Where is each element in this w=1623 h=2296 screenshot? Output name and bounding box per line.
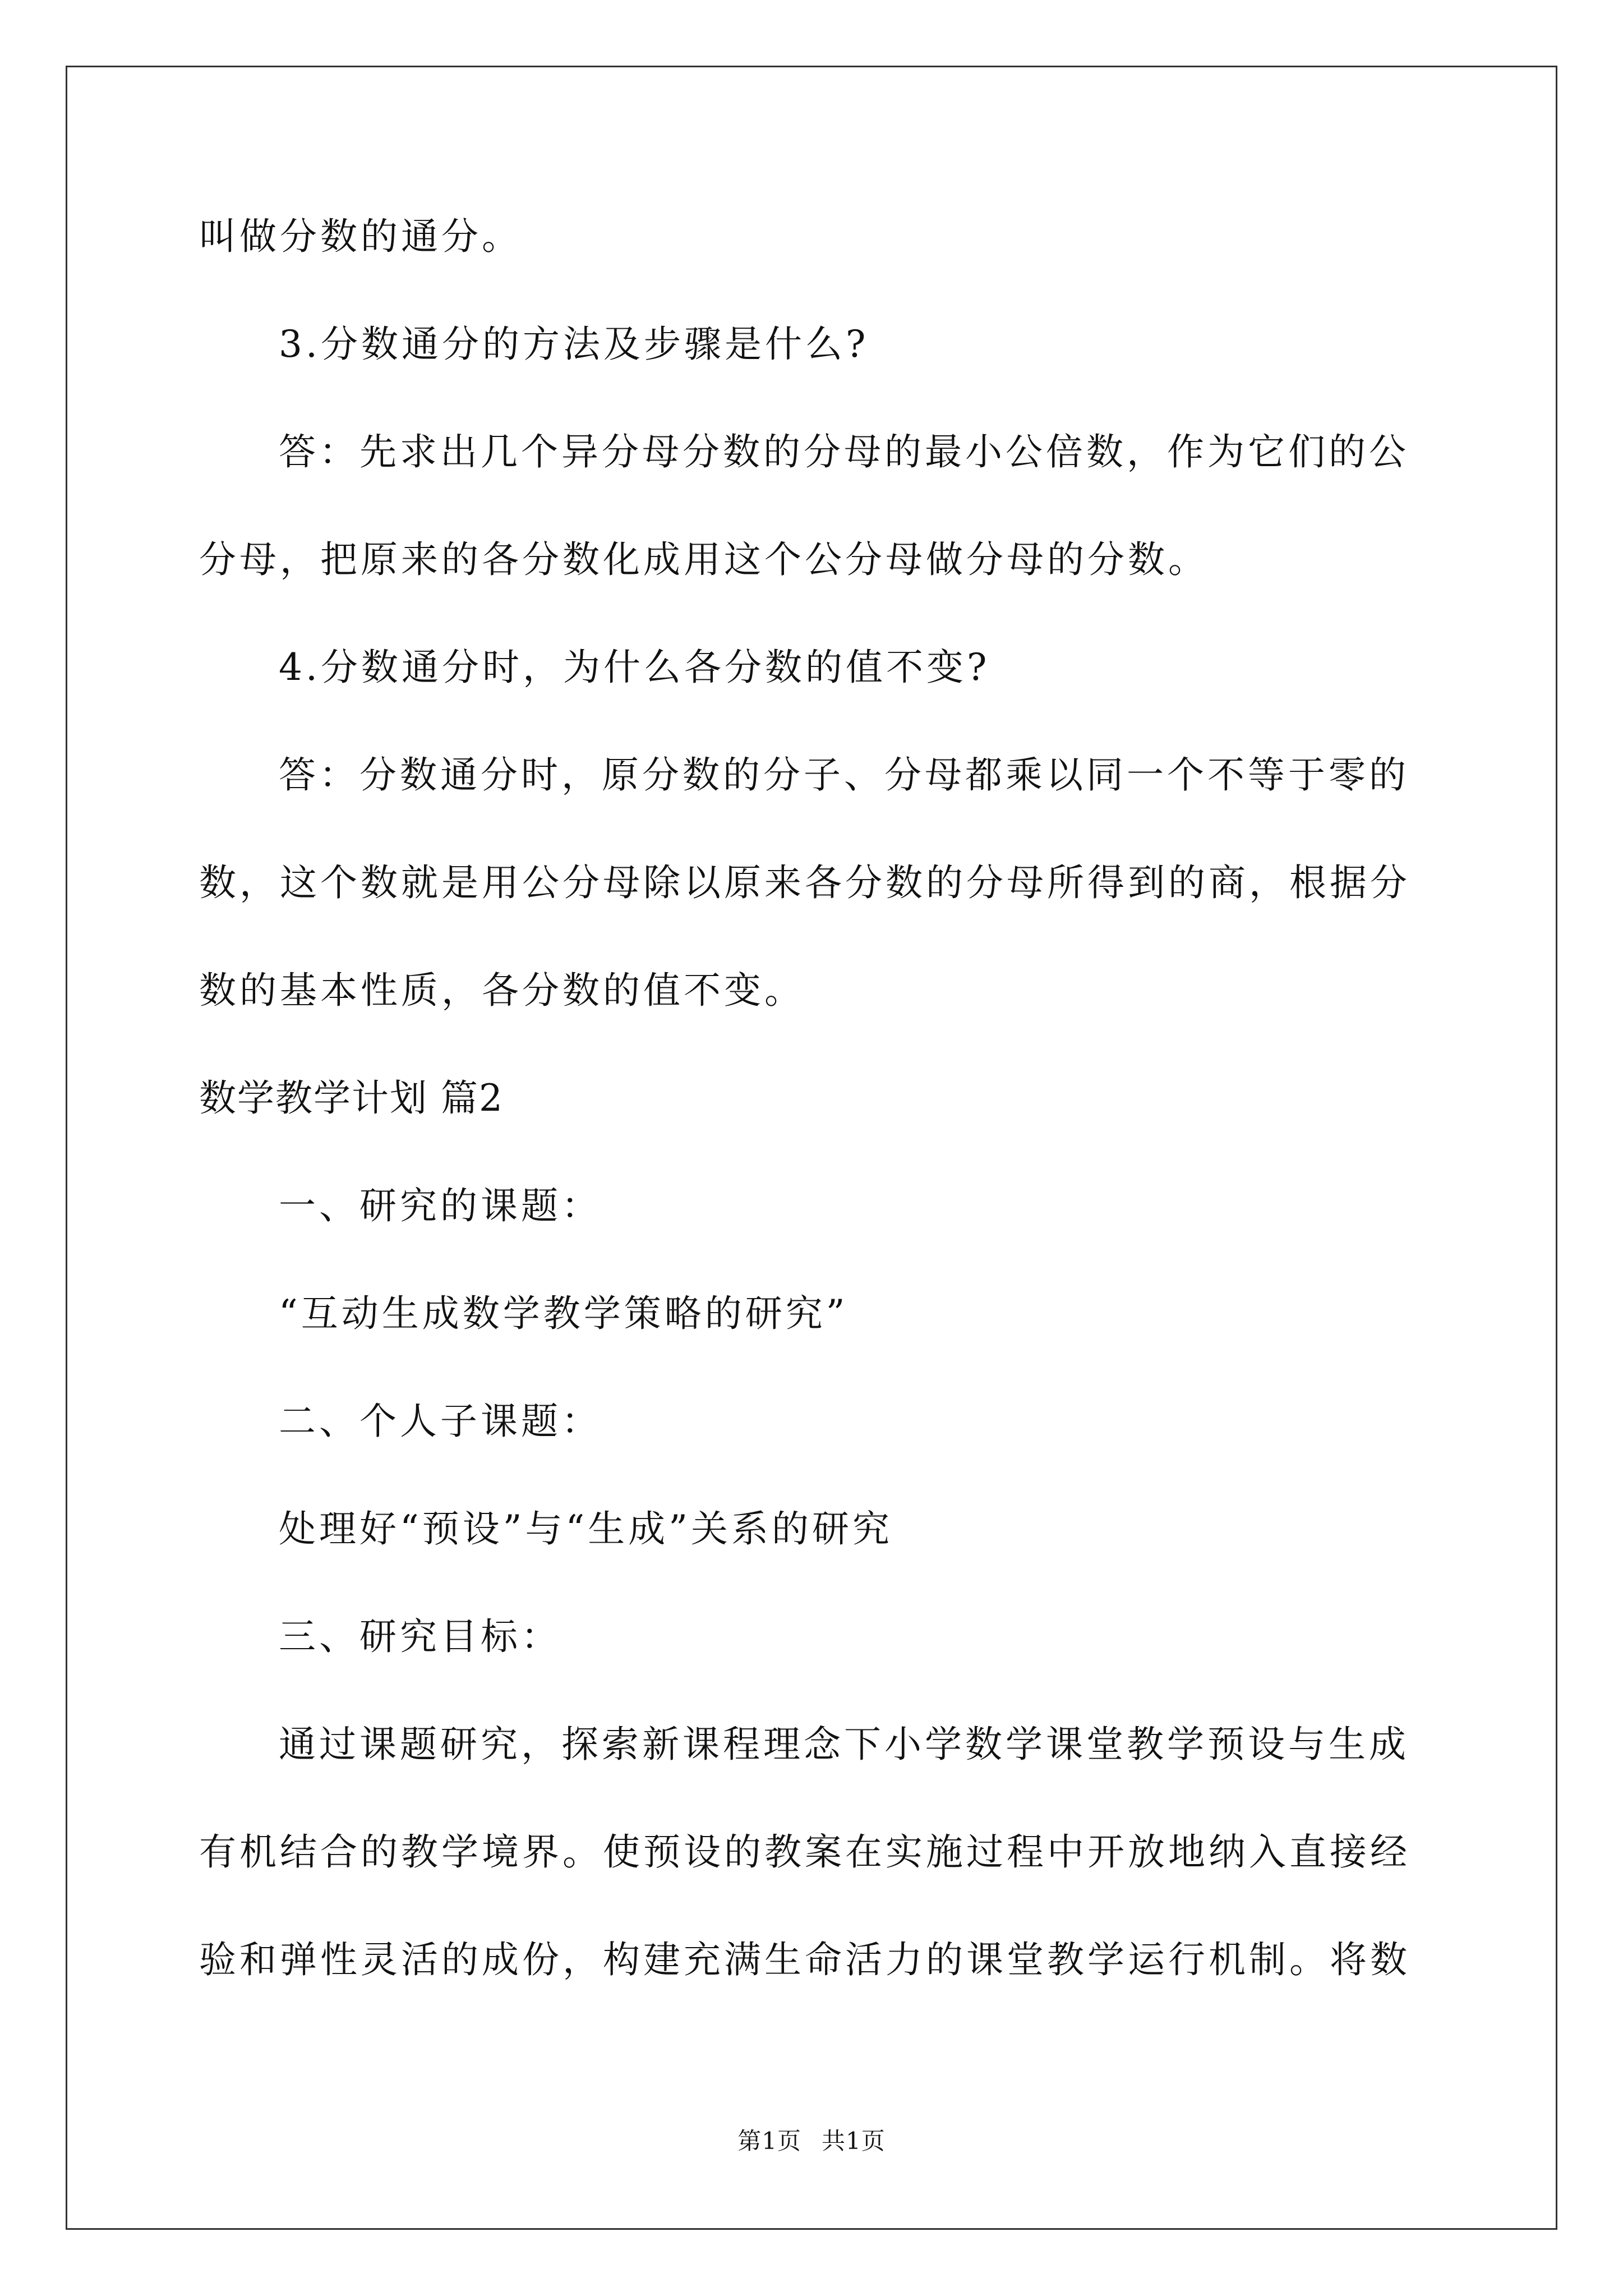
section-heading: 数学教学计划 篇2	[199, 1076, 504, 1120]
heading-research-goals: 三、研究目标：	[279, 1615, 561, 1658]
page-number-current: 第1页	[737, 2127, 801, 2155]
page-footer	[0, 2127, 1623, 2155]
answer-3-line-2: 分母，把原来的各分数化成用这个公分母做分母的分数。	[199, 538, 1209, 581]
answer-4-line-3: 数的基本性质，各分数的值不变。	[199, 969, 805, 1012]
question-3: 3.分数通分的方法及步骤是什么?	[279, 323, 869, 366]
answer-4-line-2: 数，这个数就是用公分母除以原来各分数的分母所得到的商，根据分	[199, 861, 1410, 904]
heading-research-topic: 一、研究的课题：	[279, 1184, 602, 1227]
answer-3-line-1: 答：先求出几个异分母分数的分母的最小公倍数，作为它们的公	[279, 430, 1409, 473]
question-4: 4.分数通分时，为什么各分数的值不变?	[279, 646, 990, 689]
research-topic-text: “互动生成数学教学策略的研究”	[279, 1292, 849, 1335]
research-goals-line-1: 通过课题研究，探索新课程理念下小学数学课堂教学预设与生成	[279, 1723, 1409, 1766]
research-goals-line-2: 有机结合的教学境界。使预设的教案在实施过程中开放地纳入直接经	[199, 1830, 1410, 1874]
research-goals-line-3: 验和弹性灵活的成份，构建充满生命活力的课堂教学运行机制。将数	[199, 1938, 1410, 1981]
heading-personal-subtopic: 二、个人子课题：	[279, 1400, 602, 1443]
document-body	[199, 213, 1427, 2044]
answer-4-line-1: 答：分数通分时，原分数的分子、分母都乘以同一个不等于零的	[279, 753, 1409, 797]
personal-subtopic-text: 处理好“预设”与“生成”关系的研究	[279, 1507, 893, 1550]
text-line-continuation: 叫做分数的通分。	[199, 215, 522, 258]
page-number-total: 共1页	[822, 2127, 886, 2155]
